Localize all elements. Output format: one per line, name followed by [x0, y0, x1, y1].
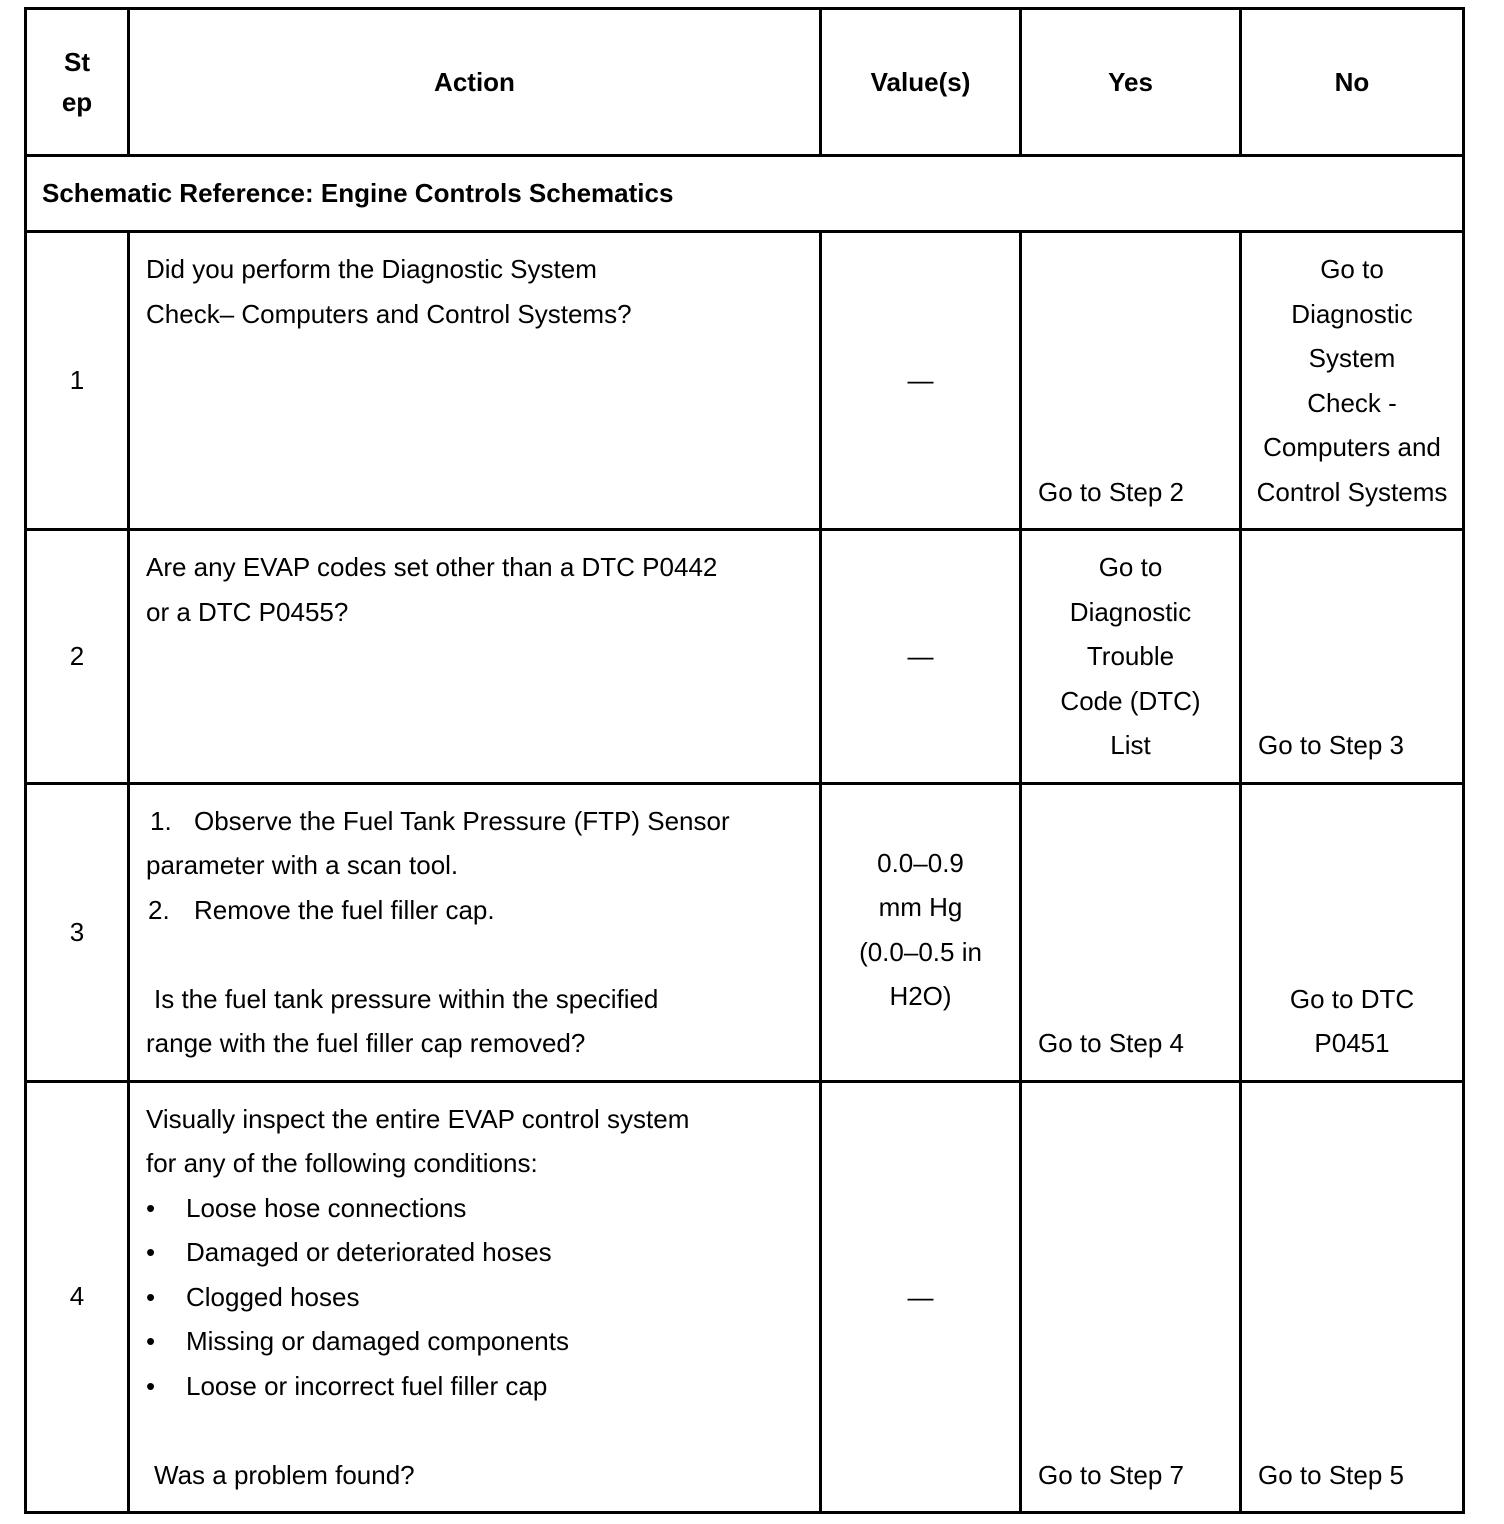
- step-number: 2: [26, 530, 129, 784]
- value-cell: 0.0–0.9 mm Hg (0.0–0.5 in H2O): [821, 783, 1021, 1081]
- value-cell: —: [821, 530, 1021, 784]
- list-item: 1. Observe the Fuel Tank Pressure (FTP) Sensor: [150, 805, 730, 836]
- action-cell: Are any EVAP codes set other than a DTC P0442 or a DTC P0455?: [129, 530, 821, 784]
- no-cell: Go to DTC P0451: [1241, 783, 1464, 1081]
- list-item: • Loose hose connections: [146, 1192, 467, 1223]
- schematic-reference-row: [26, 156, 1464, 232]
- yes-cell: Go to Step 7: [1021, 1081, 1241, 1513]
- value-cell: —: [821, 232, 1021, 530]
- list-item: • Loose or incorrect fuel filler cap: [146, 1370, 548, 1401]
- list-item: • Missing or damaged components: [146, 1326, 569, 1356]
- yes-cell: Go to Diagnostic Trouble Code (DTC) List: [1021, 530, 1241, 784]
- table-row: [26, 1081, 1464, 1513]
- step-number: 4: [26, 1081, 129, 1513]
- table-row: [26, 783, 1464, 1081]
- list-item: • Clogged hoses: [146, 1281, 360, 1312]
- table-row: [26, 232, 1464, 530]
- no-cell: Go to Step 3: [1241, 530, 1464, 784]
- action-cell: 1. Observe the Fuel Tank Pressure (FTP) Sensor parameter with a scan tool. 2. Remove the fuel filler cap. Is the fuel tank pressure within the specified range with the fuel filler cap removed?: [129, 783, 821, 1081]
- list-item: • Damaged or deteriorated hoses: [146, 1237, 552, 1267]
- no-cell: Go to Step 5: [1241, 1081, 1464, 1513]
- header-action: Action: [129, 9, 821, 156]
- yes-cell: Go to Step 2: [1021, 232, 1241, 530]
- list-item: 2. Remove the fuel filler cap.: [148, 894, 495, 925]
- header-row: [26, 9, 1464, 156]
- header-yes: Yes: [1021, 9, 1241, 156]
- header-values: Value(s): [821, 9, 1021, 156]
- table-row: [26, 530, 1464, 784]
- yes-cell: Go to Step 4: [1021, 783, 1241, 1081]
- action-cell: Visually inspect the entire EVAP control system for any of the following conditions: • Loose hose connections • Damaged or deteriorated hoses • Clogged hoses • Missing or damaged components • Loose or incorrect fuel filler cap Was a problem found?: [129, 1081, 821, 1513]
- step-number: 3: [26, 783, 129, 1081]
- list-item-continued: parameter with a scan tool.: [146, 850, 459, 880]
- no-cell: Go to Diagnostic System Check - Computers and Control Systems: [1241, 232, 1464, 530]
- header-step: St ep: [26, 9, 129, 156]
- diagnostic-table: [24, 7, 1465, 1514]
- action-cell: Did you perform the Diagnostic System Check– Computers and Control Systems?: [129, 232, 821, 530]
- step-number: 1: [26, 232, 129, 530]
- value-cell: —: [821, 1081, 1021, 1513]
- header-no: No: [1241, 9, 1464, 156]
- schematic-reference: Schematic Reference: Engine Controls Schematics: [26, 156, 1464, 232]
